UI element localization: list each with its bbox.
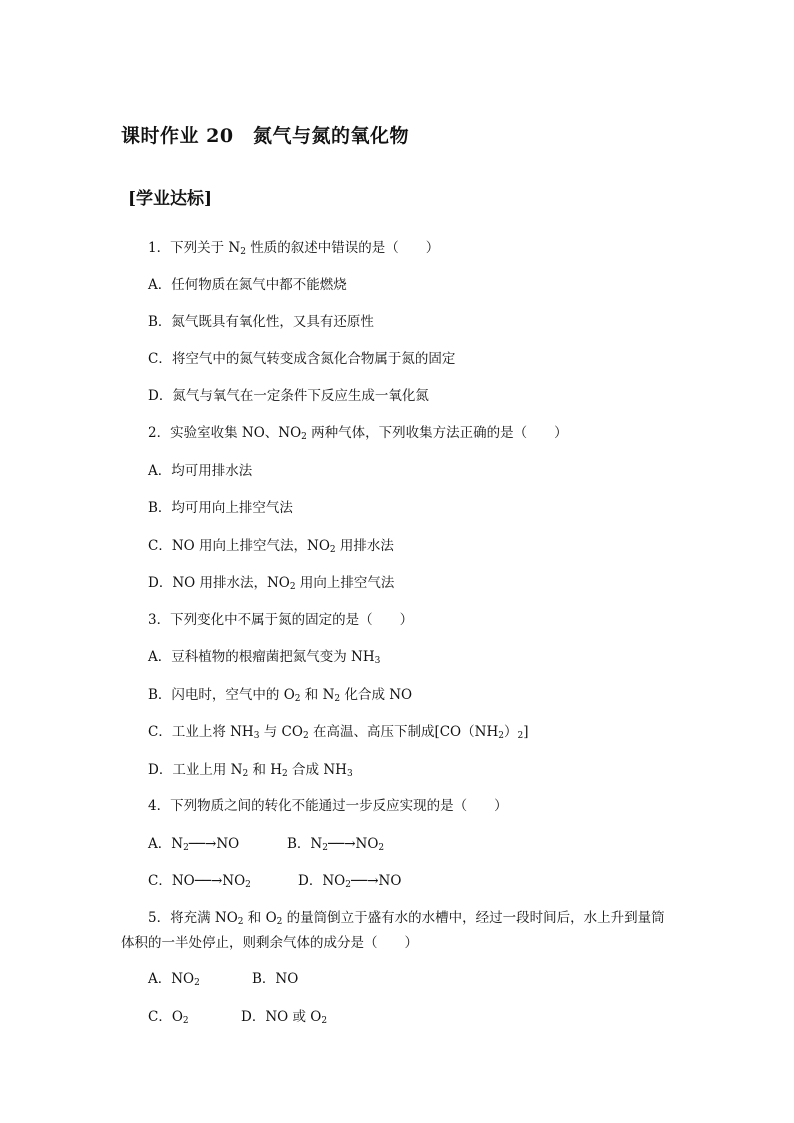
question-5-option-a: A．$NO_2$ [148, 971, 200, 988]
question-3-option-d: D．工业上用 $N_2$ 和 $H_2$ 合成 $NH_3$ [148, 762, 353, 779]
question-4-option-b: B．$N_2──\to NO_2$ [287, 836, 385, 853]
question-5-option-c: C．$O_2$ [148, 1009, 189, 1026]
question-1-option-b: B．氮气既具有氧化性，又具有还原性 [148, 314, 374, 330]
question-4-stem: 4．下列物质之间的转化不能通过一步反应实现的是（ ） [148, 798, 508, 814]
section-heading: [学业达标] [128, 189, 213, 209]
question-5-stem-line-2: 体积的一半处停止，则剩余气体的成分是（ ） [121, 935, 418, 951]
question-3-option-a: A．豆科植物的根瘤菌把氮气变为 $NH_3$ [148, 649, 381, 666]
question-2-option-d: D．NO 用排水法，$NO_2$ 用向上排空气法 [148, 575, 395, 592]
question-3-option-b: B．闪电时，空气中的 $O_2$ 和 $N_2$ 化合成 NO [148, 687, 413, 704]
question-1-option-a: A．任何物质在氮气中都不能燃烧 [148, 277, 347, 293]
question-5-option-b: B．NO [252, 971, 299, 987]
question-2-option-c: C．NO 用向上排空气法，$NO_2$ 用排水法 [148, 538, 394, 555]
question-3-option-c: C．工业上将 $NH_3$ 与 $CO_2$ 在高温、高压下制成$[CO(NH_2)_2]$ [148, 724, 529, 741]
question-3-stem: 3．下列变化中不属于氮的固定的是（ ） [148, 612, 414, 628]
question-5-stem-line-1: 5．将充满 $NO_2$ 和 $O_2$ 的量筒倒立于盛有水的水槽中，经过一段时间后，水上升到量筒 [148, 910, 665, 927]
question-1-stem: 1．下列关于 $N_2$ 性质的叙述中错误的是（ ） [148, 240, 440, 257]
question-1-option-c: C．将空气中的氮气转变成含氮化合物属于氮的固定 [148, 351, 456, 367]
question-2-option-a: A．均可用排水法 [148, 463, 253, 479]
question-5-option-d: D．NO 或 $O_2$ [241, 1009, 328, 1026]
question-4-option-a: A．$N_2──\to NO$ [148, 836, 240, 853]
page-title: 课时作业 20 氮气与氮的氧化物 [121, 125, 410, 147]
question-2-option-b: B．均可用向上排空气法 [148, 500, 293, 516]
question-4-option-d: D．$NO_2──\to NO$ [298, 873, 402, 890]
question-1-option-d: D．氮气与氧气在一定条件下反应生成一氧化氮 [148, 388, 429, 404]
question-4-option-c: C．$NO──\to NO_2$ [148, 873, 251, 890]
question-2-stem: 2．实验室收集 NO、$NO_2$ 两种气体，下列收集方法正确的是（ ） [148, 425, 568, 442]
